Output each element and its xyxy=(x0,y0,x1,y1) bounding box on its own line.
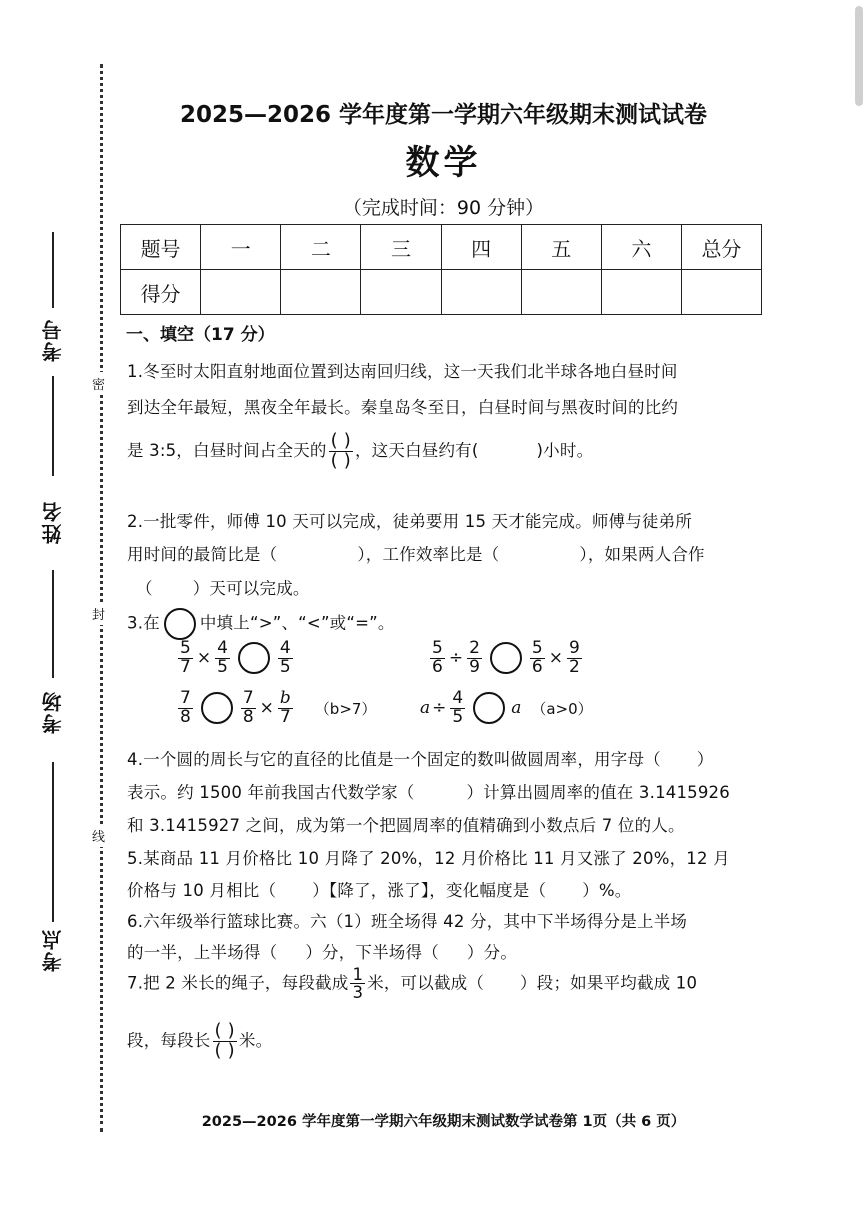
fraction-denominator: 8 xyxy=(180,706,191,727)
exam-title: 2025—2026 学年度第一学期六年级期末测试试卷 xyxy=(179,102,708,128)
q7-text: 7.把 2 米长的绳子，每段截成 xyxy=(127,973,349,993)
fraction-denominator: 2 xyxy=(568,656,580,677)
fraction xyxy=(467,640,482,677)
q1-text: 是 3:5，白昼时间占全天的 xyxy=(127,440,327,460)
seal-mark-feng: 封 xyxy=(92,602,105,625)
fraction xyxy=(530,640,545,677)
fraction-denominator: 5 xyxy=(217,656,228,677)
score-table-header-row xyxy=(121,225,762,270)
q2-text: 用时间的最简比是（ xyxy=(127,545,278,564)
condition: （a>0） xyxy=(531,699,593,718)
fraction-denominator: 6 xyxy=(531,656,543,677)
q4-line1 xyxy=(127,746,714,770)
fraction-numerator: 4 xyxy=(217,638,228,658)
fraction-numerator: 7 xyxy=(180,688,191,708)
score-entry[interactable] xyxy=(601,270,681,315)
compare-circle[interactable] xyxy=(201,692,233,724)
q3-text: 中填上“>”、“<”或“=”。 xyxy=(199,613,395,633)
q2-text: ），工作效率比是（ xyxy=(357,545,500,564)
q6-text: ）分。 xyxy=(466,943,518,962)
operator: ÷ xyxy=(432,698,447,719)
fraction-denominator: 7 xyxy=(180,656,191,677)
fraction xyxy=(278,640,293,677)
score-cell: 三 xyxy=(361,225,441,270)
fraction-numerator: 4 xyxy=(452,688,464,708)
q4-text: 表示。约 1500 年前我国古代数学家（ xyxy=(127,783,415,802)
operator: × xyxy=(196,648,212,669)
fraction-denominator: 5 xyxy=(279,656,291,677)
variable: a xyxy=(420,698,431,719)
compare-circle[interactable] xyxy=(490,642,522,674)
q6-text: 的一半，上半场得（ xyxy=(127,943,278,962)
time-limit: （完成时间：90 分钟） xyxy=(342,197,545,219)
score-cell: 五 xyxy=(521,225,601,270)
fraction xyxy=(278,690,293,727)
q3-expression-4 xyxy=(420,690,593,727)
q2-line3 xyxy=(136,575,310,599)
q5-text: ）%。 xyxy=(582,881,632,900)
q3-text: 3.在 xyxy=(127,613,160,633)
fraction-numerator: 9 xyxy=(568,638,580,658)
fraction-denominator: ( ) xyxy=(214,1039,235,1061)
seal-mark-mi: 密 xyxy=(92,372,105,395)
exam-number-label: 考号 xyxy=(41,318,65,362)
binding-dotted-line xyxy=(100,64,103,1132)
q7-line1 xyxy=(127,966,697,1002)
q2-line2 xyxy=(127,541,705,565)
score-cell: 题号 xyxy=(121,225,201,270)
compare-circle[interactable] xyxy=(473,692,505,724)
q7-line2 xyxy=(127,1022,272,1061)
fraction-denominator: 8 xyxy=(242,706,254,727)
exam-room-label: 考场 xyxy=(41,690,65,734)
score-entry[interactable] xyxy=(281,270,361,315)
score-table xyxy=(120,224,762,315)
subject-title: 数学 xyxy=(405,143,482,183)
q2-text: ）天可以完成。 xyxy=(192,579,310,598)
q7-text: 段，每段长 xyxy=(127,1030,211,1050)
exam-site-label: 考点 xyxy=(41,928,65,972)
fraction xyxy=(178,690,193,727)
q6-text: ）分，下半场得（ xyxy=(305,943,439,962)
q6-line2 xyxy=(127,939,517,963)
fraction-numerator: 7 xyxy=(242,688,254,708)
fraction-denominator: 7 xyxy=(279,706,291,727)
fraction-denominator: 9 xyxy=(469,656,480,677)
fraction-numerator: 5 xyxy=(180,638,191,658)
q1-blank-fraction[interactable] xyxy=(329,432,353,471)
q2-text: ），如果两人合作 xyxy=(579,545,705,564)
score-entry[interactable] xyxy=(201,270,281,315)
q1-text: )小时。 xyxy=(536,440,594,460)
page-footer: 2025—2026 学年度第一学期六年级期末测试数学试卷第 1页（共 6 页） xyxy=(201,1114,686,1130)
q4-text: ）计算出圆周率的值在 3.1415926 xyxy=(466,783,730,802)
q3-expression-2 xyxy=(428,640,584,677)
fraction-numerator: b xyxy=(279,688,291,708)
score-row-label: 得分 xyxy=(121,270,201,315)
section-heading: 一、填空（17 分） xyxy=(126,325,275,345)
score-table-score-row xyxy=(121,270,762,315)
score-entry[interactable] xyxy=(441,270,521,315)
fraction-numerator: 4 xyxy=(279,638,291,658)
q5-text: ）【降了，涨了】，变化幅度是（ xyxy=(312,881,547,900)
score-cell: 一 xyxy=(201,225,281,270)
fraction xyxy=(215,640,230,677)
score-entry[interactable] xyxy=(521,270,601,315)
score-cell: 四 xyxy=(441,225,521,270)
name-label: 姓名 xyxy=(41,500,65,544)
fraction-denominator: 5 xyxy=(452,706,464,727)
q4-line2 xyxy=(127,779,730,803)
q3-expression-3 xyxy=(176,690,376,727)
q7-blank-fraction[interactable] xyxy=(213,1022,237,1061)
compare-circle[interactable] xyxy=(238,642,270,674)
name-line xyxy=(52,570,54,678)
fraction-denominator: 6 xyxy=(432,656,443,677)
q2-text: （ xyxy=(136,579,153,598)
fraction xyxy=(450,690,465,727)
q4-text: 4.一个圆的周长与它的直径的比值是一个固定的数叫做圆周率，用字母（ xyxy=(127,750,661,769)
seal-mark-xian: 线 xyxy=(92,824,105,847)
fraction-numerator: ( ) xyxy=(330,430,351,451)
fraction-denominator: 3 xyxy=(352,983,364,1003)
q1-text: ，这天白昼约有( xyxy=(354,440,479,460)
q3-expression-1 xyxy=(176,640,295,677)
operator: ÷ xyxy=(448,648,464,669)
q5-line2 xyxy=(127,877,631,901)
fraction-numerator: 5 xyxy=(531,638,543,658)
fraction xyxy=(350,966,365,1002)
fraction xyxy=(567,640,582,677)
q6-line1: 6.六年级举行篮球比赛。六（1）班全场得 42 分，其中下半场得分是上半场 xyxy=(127,912,688,931)
fraction-numerator: ( ) xyxy=(214,1020,235,1041)
q4-text: ） xyxy=(696,750,714,769)
q5-line1: 5.某商品 11 月价格比 10 月降了 20%，12 月价格比 11 月又涨了 20%，12 月 xyxy=(127,849,730,868)
score-cell: 六 xyxy=(601,225,681,270)
score-entry[interactable] xyxy=(361,270,441,315)
q3-line xyxy=(127,608,395,640)
q4-line3: 和 3.1415927 之间，成为第一个把圆周率的值精确到小数点后 7 位的人。 xyxy=(127,816,685,835)
score-entry[interactable] xyxy=(681,270,761,315)
q7-text: ）段；如果平均截成 10 xyxy=(520,973,698,993)
fraction-numerator: 1 xyxy=(352,965,364,984)
fraction-numerator: 5 xyxy=(432,638,443,658)
fraction xyxy=(241,690,256,727)
q2-line1: 2.一批零件，师傅 10 天可以完成，徒弟要用 15 天才能完成。师傅与徒弟所 xyxy=(127,512,693,531)
fraction xyxy=(430,640,445,677)
variable: a xyxy=(511,698,522,719)
score-cell: 总分 xyxy=(681,225,761,270)
q1-line3 xyxy=(127,432,593,471)
q5-text: 价格与 10 月相比（ xyxy=(127,881,277,900)
score-cell: 二 xyxy=(281,225,361,270)
operator: × xyxy=(548,648,563,669)
scrollbar[interactable] xyxy=(855,6,863,106)
exam-number-line xyxy=(52,232,54,308)
fraction-numerator: 2 xyxy=(469,638,480,658)
fraction-denominator: ( ) xyxy=(330,449,351,471)
q7-text: 米。 xyxy=(238,1030,273,1050)
compare-circle-icon xyxy=(164,608,196,640)
condition: （b>7） xyxy=(314,699,377,718)
name-line-top xyxy=(52,376,54,476)
exam-room-line xyxy=(52,762,54,922)
fraction xyxy=(178,640,193,677)
q1-line2: 到达全年最短，黑夜全年最长。秦皇岛冬至日，白昼时间与黑夜时间的比约 xyxy=(127,398,679,417)
q7-text: 米，可以截成（ xyxy=(367,973,485,993)
operator: × xyxy=(259,698,274,719)
q1-line1: 1.冬至时太阳直射地面位置到达南回归线，这一天我们北半球各地白昼时间 xyxy=(127,362,678,381)
